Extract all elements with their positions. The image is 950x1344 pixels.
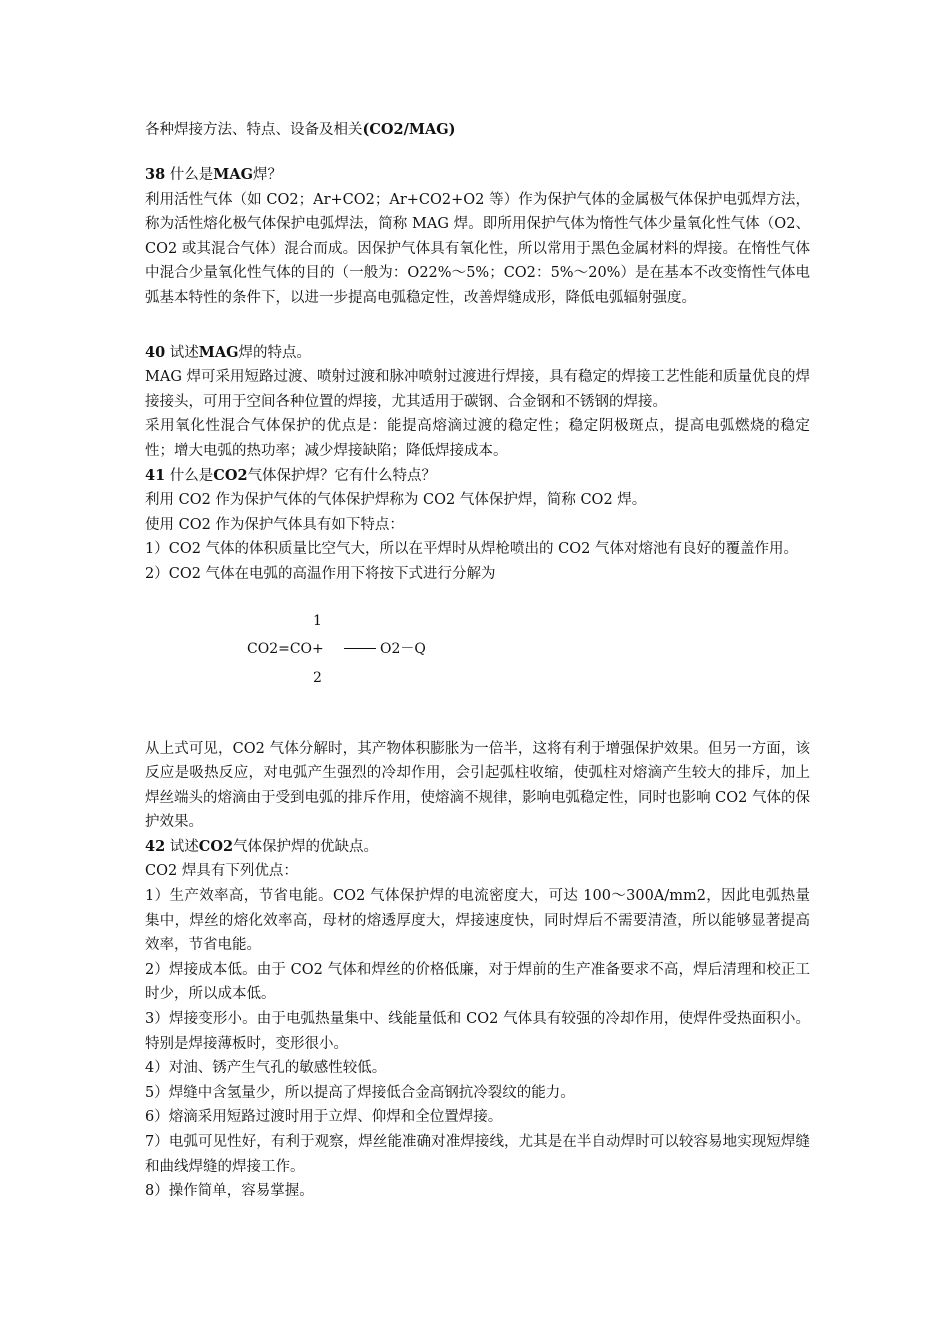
formula-numerator: 1 (313, 612, 322, 629)
question-40-heading (145, 341, 810, 366)
question-number: 42 (145, 837, 166, 855)
question-keyword: CO2 (198, 837, 234, 855)
spacer (145, 311, 810, 341)
question-text: 试述 (169, 838, 199, 855)
question-38-heading (145, 163, 810, 188)
question-42-intro: CO2 焊具有下列优点： (145, 863, 298, 880)
question-rest: 气体保护焊的优缺点。 (233, 838, 379, 855)
title-bold: (CO2/MAG) (362, 121, 456, 138)
document-body (145, 163, 810, 1204)
question-rest: 气体保护焊？它有什么特点？ (247, 467, 437, 484)
question-41-item-2: 2）CO2 气体在电弧的高温作用下将按下式进行分解为 (145, 565, 496, 582)
list-item: 2）焊接成本低。由于 CO2 气体和焊丝的价格低廉，对于焊前的生产准备要求不高，焊后清理和校正工时少，所以成本低。 (145, 961, 810, 1003)
question-38-answer: 利用活性气体（如 CO2；Ar+CO2；Ar+CO2+O2 等）作为保护气体的金属极气体保护电弧焊方法，称为活性熔化极气体保护电弧焊法，简称 MAG 焊。即所用保护气体为惰性气体少量氧化性气体（O2、CO2 或其混合气体）混合而成。因保护气体具有氧化性，所以常用于黑色金属材料的焊接。在惰性气体中混合少量氧化性气体的目的（一般为：O22%～5%；CO2：5%～20%）是在基本不改变惰性气体电弧基本特性的条件下，以进一步提高电弧稳定性，改善焊缝成形，降低电弧辐射强度。 (145, 191, 810, 306)
question-number: 41 (145, 466, 166, 484)
question-41-paragraph-2: 使用 CO2 作为保护气体具有如下特点： (145, 516, 404, 533)
question-41-item-1: 1）CO2 气体的体积质量比空气大，所以在平焊时从焊枪喷出的 CO2 气体对熔池有良好的覆盖作用。 (145, 541, 798, 558)
question-keyword: CO2 (213, 466, 248, 484)
formula-denominator: 2 (313, 669, 322, 686)
formula-right-side: O2－Q (380, 640, 426, 657)
question-text: 什么是 (169, 167, 214, 183)
fraction-bar (344, 648, 376, 650)
decomposition-formula (145, 587, 810, 737)
question-number: 38 (145, 166, 166, 183)
question-text: 什么是 (169, 467, 214, 484)
question-40-paragraph-2: 采用氧化性混合气体保护的优点是：能提高熔滴过渡的稳定性；稳定阴极斑点，提高电弧燃烧的稳定性；增大电弧的热功率；减少焊接缺陷；降低焊接成本。 (145, 418, 810, 459)
list-item: 3）焊接变形小。由于电弧热量集中、线能量低和 CO2 气体具有较强的冷却作用，使焊件受热面积小。特别是焊接薄板时，变形很小。 (145, 1011, 810, 1052)
question-rest: 焊的特点。 (238, 344, 311, 361)
formula-left-side: CO2=CO+ (247, 640, 324, 657)
question-keyword: MAG (198, 343, 239, 361)
list-item: 7）电弧可见性好，有利于观察，焊丝能准确对准焊接线，尤其是在半自动焊时可以较容易地实现短焊缝和曲线焊缝的焊接工作。 (145, 1134, 810, 1175)
question-40-paragraph-1: MAG 焊可采用短路过渡、喷射过渡和脉冲喷射过渡进行焊接，具有稳定的焊接工艺性能和质量优良的焊接接头，可用于空间各种位置的焊接，尤其适用于碳钢、合金钢和不锈钢的焊接。 (145, 369, 811, 410)
list-item: 4）对油、锈产生气孔的敏感性较低。 (145, 1060, 387, 1077)
title-prefix: 各种焊接方法、特点、设备及相关 (145, 122, 363, 138)
question-text: 试述 (169, 344, 199, 361)
question-number: 40 (145, 343, 166, 361)
question-rest: 焊？ (252, 167, 282, 183)
question-41-heading (145, 464, 810, 489)
question-41-paragraph-1: 利用 CO2 作为保护气体的气体保护焊称为 CO2 气体保护焊，简称 CO2 焊。 (145, 492, 647, 509)
list-item: 5）焊缝中含氢量少，所以提高了焊接低合金高钢抗冷裂纹的能力。 (145, 1084, 575, 1101)
list-item: 1）生产效率高，节省电能。CO2 气体保护焊的电流密度大，可达 100～300A/mm2，因此电弧热量集中，焊丝的熔化效率高，母材的熔透厚度大，焊接速度快，同时焊后不需要清渣，所以能够显著提高效率，节省电能。 (145, 888, 810, 954)
document-title (145, 120, 455, 140)
list-item: 8）操作简单，容易掌握。 (145, 1183, 314, 1200)
question-41-paragraph-3: 从上式可见，CO2 气体分解时，其产物体积膨胀为一倍半，这将有利于增强保护效果。但另一方面，该反应是吸热反应，对电弧产生强烈的冷却作用，会引起弧柱收缩，使弧柱对熔滴产生较大的排斥，加上焊丝端头的熔滴由于受到电弧的排斥作用，使熔滴不规律，影响电弧稳定性，同时也影响 CO2 气体的保护效果。 (145, 740, 810, 831)
question-42-heading (145, 835, 810, 860)
question-keyword: MAG (213, 166, 253, 183)
list-item: 6）熔滴采用短路过渡时用于立焊、仰焊和全位置焊接。 (145, 1109, 503, 1126)
